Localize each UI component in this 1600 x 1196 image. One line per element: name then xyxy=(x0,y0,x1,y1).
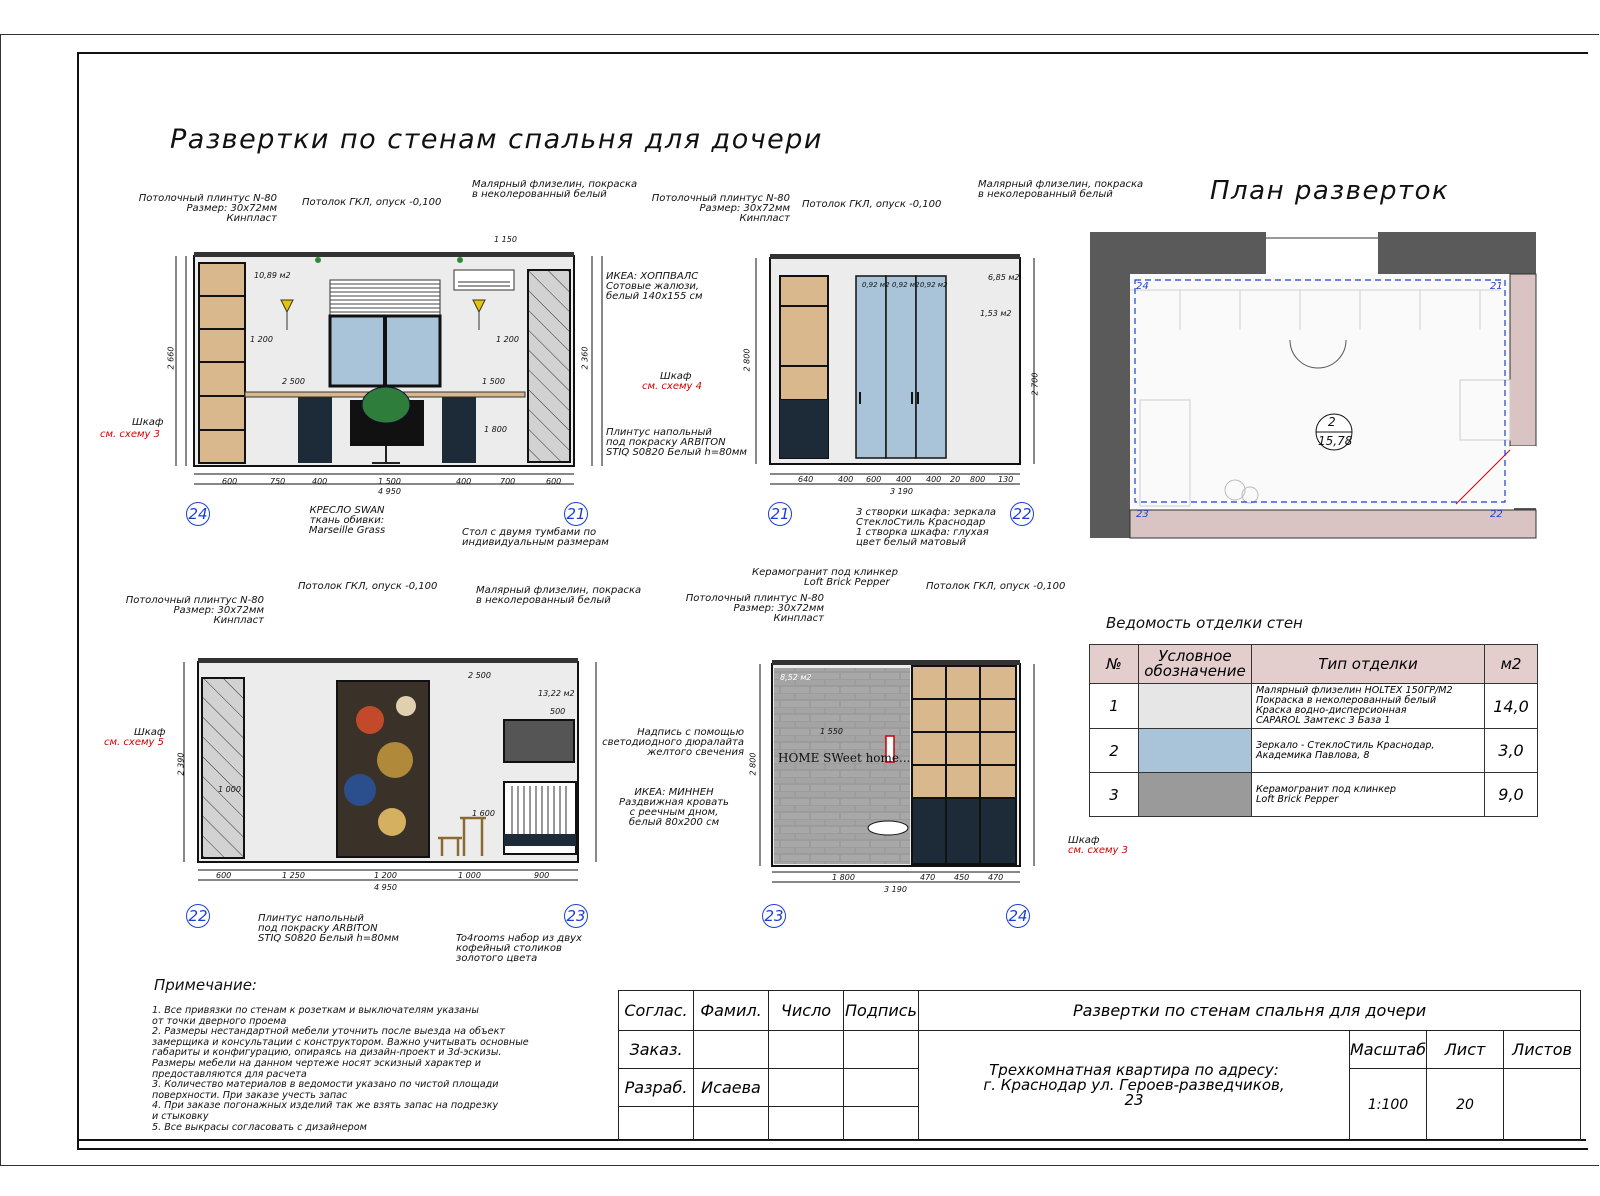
e2-dim-bottom: 600 xyxy=(866,475,882,484)
finish-table-title: Ведомость отделки стен xyxy=(1106,614,1303,632)
finish-swatch-brick xyxy=(1139,773,1252,817)
e1-height-right: 2 360 xyxy=(580,346,590,370)
e2-doors-callout: 3 створки шкафа: зеркала СтеклоСтиль Краснодар 1 створка шкафа: глухая цвет белый матовый xyxy=(856,507,996,548)
e2-plinth-callout: Потолочный плинтус N-80 Размер: 30х72мм Кинпласт xyxy=(651,193,790,224)
e1-paint-callout: Малярный флизелин, покраска в неколерованный белый xyxy=(472,179,638,200)
e3-tables-callout: To4rooms набор из двух кофейный столиков золотого цвета xyxy=(456,933,582,964)
stamp-cell xyxy=(694,1031,769,1069)
e1-desk-callout: Стол с двумя тумбами по индивидуальным размерам xyxy=(462,527,609,548)
stamp-scale: 1:100 xyxy=(1350,1069,1427,1141)
axis-marker: 22 xyxy=(186,904,210,928)
finish-row-area: 3,0 xyxy=(1485,729,1538,773)
axis-marker: 24 xyxy=(1006,904,1030,928)
e3-dim-inner: 1 000 xyxy=(218,785,241,794)
e1-chair-callout: КРЕСЛО SWAN ткань обивки: Marseille Grass xyxy=(308,505,386,536)
e3-dim-inner: 2 500 xyxy=(468,671,491,680)
stamp-cell xyxy=(844,1031,919,1069)
axis-marker: 21 xyxy=(564,502,588,526)
e2-dim-bottom: 800 xyxy=(970,475,986,484)
stamp-cell xyxy=(619,1107,694,1141)
e2-area: 0,92 м2 xyxy=(862,281,890,289)
e3-plinth-callout: Потолочный плинтус N-80 Размер: 30х72мм Кинпласт xyxy=(125,595,264,626)
window-with-blinds xyxy=(330,280,440,386)
stamp-row-label: Разраб. xyxy=(619,1069,694,1107)
stamp-col-label: Число xyxy=(769,991,844,1031)
e2-area: 0,92 м2 xyxy=(892,281,920,289)
stamp-sheet-name: Развертки по стенам спальня для дочери xyxy=(919,991,1581,1031)
art-panel xyxy=(337,681,429,857)
e3-dim-bottom: 1 000 xyxy=(458,871,481,880)
bed-side xyxy=(504,782,576,854)
sheet-title: Развертки по стенам спальня для дочери xyxy=(170,124,823,155)
e1-dim-inner: 1 200 xyxy=(250,335,273,344)
finish-swatch-mirror xyxy=(1139,729,1252,773)
e4-bed-callout: ИКЕА: МИННЕН Раздвижная кровать с реечным дном, белый 80х200 см xyxy=(619,787,729,828)
stamp-cell xyxy=(694,1107,769,1141)
e3-floor-plinth-callout: Плинтус напольный под покраску ARBITON STIQ S0820 Белый h=80мм xyxy=(258,913,399,944)
e3-dim-inner: 500 xyxy=(550,707,566,716)
stamp-col-label: Фамил. xyxy=(694,991,769,1031)
elevation-1 xyxy=(176,252,602,484)
room-number: 2 xyxy=(1328,415,1336,429)
stamp-cell xyxy=(844,1069,919,1107)
e4-ceiling-callout: Потолок ГКЛ, опуск -0,100 xyxy=(926,581,1066,592)
stamp-sheet-no: 20 xyxy=(1427,1069,1504,1141)
e1-dim-inner: 2 500 xyxy=(282,377,305,386)
e2-area: 0,92 м2 xyxy=(920,281,948,289)
e4-dim-bottom: 450 xyxy=(954,873,970,882)
ceiling-plinth-1 xyxy=(194,252,574,257)
e3-ceiling-callout: Потолок ГКЛ, опуск -0,100 xyxy=(298,581,438,592)
e1-dim-bottom: 600 xyxy=(222,477,238,486)
e2-total-width: 3 190 xyxy=(890,487,913,496)
stamp-cell xyxy=(769,1069,844,1107)
e1-dim-bottom: 600 xyxy=(546,477,562,486)
stamp-project: Трехкомнатная квартира по адресу: г. Краснодар ул. Героев-разведчиков, 23 xyxy=(919,1031,1350,1141)
e4-dim-bottom: 470 xyxy=(920,873,936,882)
e2-area: 6,85 м2 xyxy=(988,273,1020,282)
finish-row-desc: Зеркало - СтеклоСтиль Краснодар, Академика Павлова, 8 xyxy=(1252,729,1485,773)
e1-dim-inner: 1 200 xyxy=(496,335,519,344)
e1-dim-bottom: 400 xyxy=(312,477,328,486)
e1-dim-bottom: 400 xyxy=(456,477,472,486)
elevation-4 xyxy=(760,660,1034,882)
finish-row-desc: Малярный флизелин HOLTEX 150ГР/М2 Покраска в неколерованный белый Краска водно-дисперсионная CAPAROL Замтекс 3 База 1 xyxy=(1252,684,1485,729)
e3-area: 13,22 м2 xyxy=(538,689,575,698)
e3-dim-bottom: 1 200 xyxy=(374,871,397,880)
e1-height-left: 2 660 xyxy=(166,346,176,370)
shelving-unit xyxy=(199,263,245,463)
finish-row-area: 9,0 xyxy=(1485,773,1538,817)
axis-marker: 22 xyxy=(1010,502,1034,526)
stamp-cell xyxy=(769,1031,844,1069)
finish-col-header: № xyxy=(1090,645,1139,684)
e3-wardrobe-ref[interactable]: см. схему 5 xyxy=(104,737,164,748)
e3-dim-inner: 1 600 xyxy=(472,809,495,818)
e2-dim-bottom: 130 xyxy=(998,475,1014,484)
finish-swatch-paint xyxy=(1139,684,1252,729)
e2-paint-callout: Малярный флизелин, покраска в неколерованный белый xyxy=(978,179,1144,200)
finish-row-desc: Керамогранит под клинкер Loft Brick Pepper xyxy=(1252,773,1485,817)
plan-marker: 23 xyxy=(1136,509,1149,520)
e1-floor-plinth-callout: Плинтус напольный под покраску ARBITON STIQ S0820 Белый h=80мм xyxy=(606,427,747,458)
e4-dim-bottom: 470 xyxy=(988,873,1004,882)
plan-marker: 21 xyxy=(1490,281,1503,292)
axis-marker: 23 xyxy=(762,904,786,928)
e1-area: 10,89 м2 xyxy=(254,271,291,280)
e1-wardrobe-label: Шкаф xyxy=(132,417,164,428)
e4-dim-bottom: 1 800 xyxy=(832,873,855,882)
finish-row-num: 1 xyxy=(1090,684,1139,729)
e2-dim-bottom: 20 xyxy=(950,475,961,484)
wardrobe-hatch-3 xyxy=(202,678,244,858)
e4-area: 8,52 м2 xyxy=(780,673,812,682)
e2-dim-bottom: 400 xyxy=(838,475,854,484)
stamp-sheet-label: Лист xyxy=(1427,1031,1504,1069)
e4-dim-inner: 1 550 xyxy=(820,727,843,736)
plan-title: План разверток xyxy=(1210,176,1450,206)
finish-row-num: 3 xyxy=(1090,773,1139,817)
e1-dim-bottom: 1 500 xyxy=(378,477,401,486)
e4-wardrobe-ref[interactable]: см. схему 3 xyxy=(1068,845,1128,856)
e1-dim-inner: 1 500 xyxy=(482,377,505,386)
e4-brick-callout: Керамогранит под клинкер Loft Brick Pepper xyxy=(752,567,898,588)
wardrobe-hatch-1 xyxy=(528,270,570,462)
elevation-3 xyxy=(184,658,596,880)
stamp-author: Исаева xyxy=(694,1069,769,1107)
finish-col-header: Тип отделки xyxy=(1252,645,1485,684)
axis-marker: 21 xyxy=(768,502,792,526)
room-area: 15,78 xyxy=(1318,434,1353,448)
notes-title: Примечание: xyxy=(154,976,257,994)
finish-col-header: м2 xyxy=(1485,645,1538,684)
e3-dim-bottom: 1 250 xyxy=(282,871,305,880)
e1-ceiling-callout: Потолок ГКЛ, опуск -0,100 xyxy=(302,197,442,208)
tv-screen xyxy=(504,720,574,762)
finish-col-header: Условное обозначение xyxy=(1139,645,1252,684)
e1-plinth-callout: Потолочный плинтус N-80 Размер: 30х72мм Кинпласт xyxy=(138,193,277,224)
stamp-sheets-count xyxy=(1504,1069,1581,1141)
e3-wardrobe-label: Шкаф xyxy=(134,727,166,738)
wardrobe-cells xyxy=(912,666,1016,864)
e1-dim-bottom: 750 xyxy=(270,477,286,486)
title-block xyxy=(618,990,1581,1141)
e2-wardrobe-ref[interactable]: см. схему 4 xyxy=(642,381,702,392)
e1-wardrobe-ref[interactable]: см. схему 3 xyxy=(100,429,160,440)
stamp-cell xyxy=(844,1107,919,1141)
e2-area: 1,53 м2 xyxy=(980,309,1012,318)
e1-blinds-callout: ИКЕА: ХОППВАЛС Сотовые жалюзи, белый 140х155 см xyxy=(606,271,703,302)
stamp-col-label: Подпись xyxy=(844,991,919,1031)
air-conditioner xyxy=(454,270,514,290)
e2-dim-bottom: 400 xyxy=(896,475,912,484)
e3-height-left: 2 390 xyxy=(176,752,186,776)
e3-dim-bottom: 900 xyxy=(534,871,550,880)
e1-dim-bottom: 700 xyxy=(500,477,516,486)
mirror-door-2 xyxy=(886,276,916,458)
e3-dim-bottom: 600 xyxy=(216,871,232,880)
e1-dim-inner: 1 150 xyxy=(494,235,517,244)
mirror-door-1 xyxy=(856,276,886,458)
e4-plinth-callout: Потолочный плинтус N-80 Размер: 30х72мм Кинпласт xyxy=(685,593,824,624)
finish-row-area: 14,0 xyxy=(1485,684,1538,729)
e2-dim-bottom: 640 xyxy=(798,475,814,484)
e3-paint-callout: Малярный флизелин, покраска в неколерованный белый xyxy=(476,585,642,606)
e2-dim-bottom: 400 xyxy=(926,475,942,484)
sink xyxy=(868,821,908,835)
e4-total-width: 3 190 xyxy=(884,885,907,894)
e2-ceiling-callout: Потолок ГКЛ, опуск -0,100 xyxy=(802,199,942,210)
e3-total-width: 4 950 xyxy=(374,883,397,892)
axis-marker: 24 xyxy=(186,502,210,526)
stamp-row-label: Заказ. xyxy=(619,1031,694,1069)
finish-table xyxy=(1089,644,1538,817)
e1-total-width: 4 950 xyxy=(378,487,401,496)
e4-wardrobe-label: Шкаф xyxy=(1068,835,1100,846)
stamp-scale-label: Масштаб xyxy=(1350,1031,1427,1069)
e1-dim-inner: 1 800 xyxy=(484,425,507,434)
finish-row-num: 2 xyxy=(1090,729,1139,773)
neon-sign-text: HOME SWeet home... xyxy=(778,751,911,765)
e2-height-left: 2 800 xyxy=(742,348,752,372)
e4-height-left: 2 800 xyxy=(748,752,758,776)
e2-height-right: 2 700 xyxy=(1030,372,1040,396)
mirror-door-3 xyxy=(916,276,946,458)
stamp-cell xyxy=(769,1107,844,1141)
stamp-row-label: Соглас. xyxy=(619,991,694,1031)
floor-plan xyxy=(1090,232,1536,538)
axis-marker: 23 xyxy=(564,904,588,928)
plan-marker: 24 xyxy=(1136,281,1149,292)
plan-marker: 22 xyxy=(1490,509,1503,520)
stamp-sheets-label: Листов xyxy=(1504,1031,1581,1069)
notes-text: 1. Все привязки по стенам к розеткам и выключателям указаны от точки дверного проема 2. Размеры нестандартной мебели уточнить после выезда на объект замерщика и консультации с конструктором. Важно учитывать основные габариты и конфигурацию, опираясь на дизайн-проект и 3d-эскизы. Размеры мебели на данном чертеже носят эскизный характер и предоставляются для расчета 3. Количество материалов в ведомости указано по чистой площади поверхности. При заказе учесть запас 4. При заказе погонажных изделий так же взять запас на подрезку и стыковку 5. Все выкрасы согласовать с дизайнером xyxy=(152,1005,529,1133)
e4-sign-callout: Надпись с помощью светодиодного дюралайта желтого свечения xyxy=(602,727,744,758)
e2-wardrobe-label: Шкаф xyxy=(660,371,692,382)
